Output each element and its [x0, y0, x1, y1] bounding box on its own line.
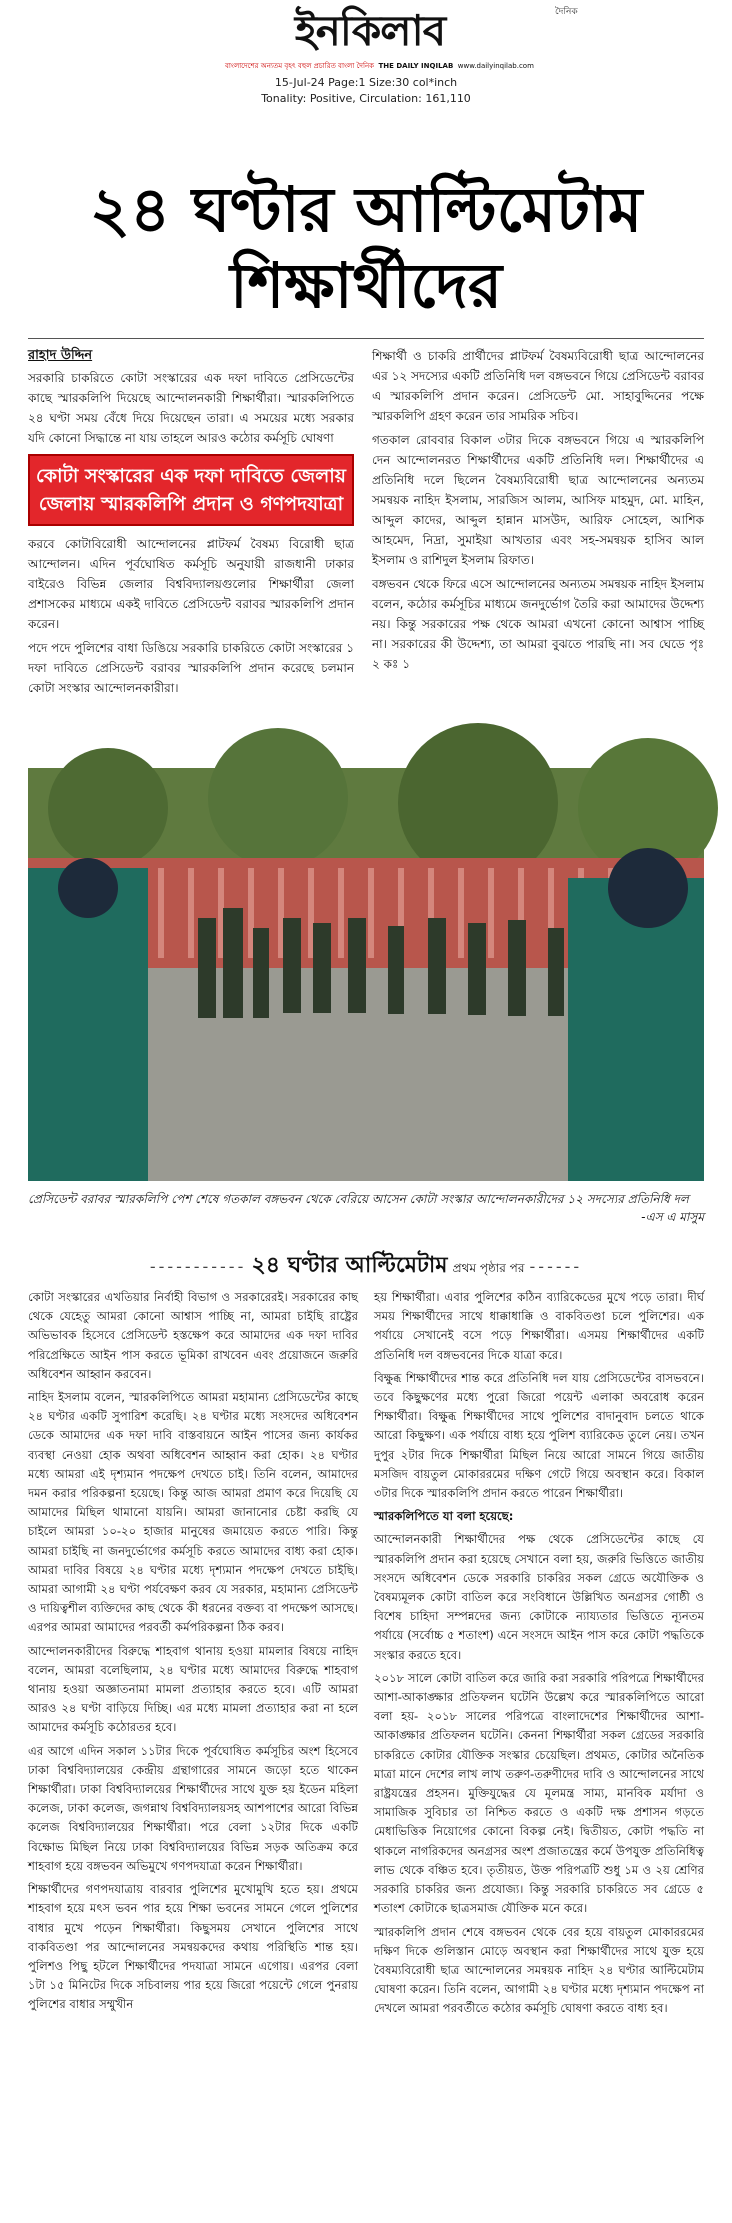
tagline-bn: বাংলাদেশের অন্যতম বৃহৎ বহুল প্রচারিত বাংলা দৈনিক: [225, 62, 375, 70]
protest-photo-illustration: [28, 768, 704, 1181]
photo-caption: [28, 1190, 704, 1226]
paragraph: বিক্ষুব্ধ শিক্ষার্থীদের শান্ত করে প্রতিনিধি দল যায় প্রেসিডেন্টের বাসভবনে। তবে কিছুক্ষণের মধ্যে পুরো জিরো পয়েন্ট এলাকা অবরোধ করেন শিক্ষার্থীরা। বিক্ষুব্ধ শিক্ষার্থীদের সাথে পুলিশের বাদানুবাদ চলতে থাকে আরো কিছুক্ষণ। এক পর্যায়ে বাধ্য হয়ে পুলিশ ব্যারিকেড তুলে নেয়। তখন দুপুর ২টার দিকে শিক্ষার্থীরা মিছিল নিয়ে আরো সামনে গিয়ে জাতীয় মসজিদ বায়তুল মোকাররমের দক্ষিণ গেটে গিয়ে অবস্থান করে। বিকাল ৩টার দিকে স্মারকলিপি প্রদান করতে পারেন শিক্ষার্থীরা।: [374, 1370, 704, 1501]
logo-small-text: দৈনিক: [555, 7, 578, 17]
clip-meta-line1: 15-Jul-24 Page:1 Size:30 col*inch: [274, 76, 458, 89]
paragraph: হয় শিক্ষার্থীরা। এবার পুলিশের কঠিন ব্যারিকেডের মুখে পড়ে তারা। দীর্ঘ সময় শিক্ষার্থীদের সাথে ধাক্কাধাক্কি ও বাকবিতণ্ডা চলে পুলিশের। এক পর্যায়ে সেখানেই বসে পড়ে শিক্ষার্থীরা। এসময় শিক্ষার্থীদের একটি প্রতিনিধি দল বঙ্গভবনের দিকে যাত্রা করে।: [374, 1290, 704, 1362]
paragraph: সরকারি চাকরিতে কোটা সংস্কারের এক দফা দাবিতে প্রেসিডেন্টের কাছে স্মারকলিপি দিয়েছে আন্দোলনকারী শিক্ষার্থীরা। স্মারকলিপিতে ২৪ ঘণ্টা সময় বেঁধে দিয়ে দিয়েছেন তারা। এ সময়ের মধ্যে সরকার যদি কোনো সিদ্ধান্তে না যায় তাহলে আরও কঠোর কর্মসূচি ঘোষণা: [28, 371, 354, 445]
news-photo: [28, 768, 704, 1181]
headline-line1: ২৪ ঘণ্টার আল্টিমেটাম: [89, 173, 643, 246]
logo-text: ইনকিলাব: [294, 6, 446, 55]
paragraph: কোটা সংস্কারের এখতিয়ার নির্বাহী বিভাগ ও সরকারেরই। সরকারের কাছ থেকে যেহেতু আমরা কোনো আশ্বাস পাচ্ছি না, আমরা চাইছি রাষ্ট্রের অভিভাবক হিসেবে প্রেসিডেন্ট হস্তক্ষেপ করে আমাদের এক দফা দাবির পরিপ্রেক্ষিতে আইন পাস করতে ভূমিকা রাখবেন এবং প্রয়োজনে জরুরি অধিবেশন আহ্বান করবেন।: [28, 1290, 358, 1381]
left-column: [28, 346, 354, 702]
photo-credit: -এস এ মাসুম: [641, 1210, 704, 1224]
paragraph: আন্দোলনকারী শিক্ষার্থীদের পক্ষ থেকে প্রেসিডেন্টের কাছে যে স্মারকলিপি প্রদান করা হয়েছে সেখানে বলা হয়, জরুরি ভিত্তিতে জাতীয় সংসদে অধিবেশন ডেকে সরকারি চাকরির সকল গ্রেডে অযৌক্তিক ও বৈষম্যমূলক কোটা বাতিল করে সংবিধানে উল্লিখিত অনগ্রসর গোষ্ঠী ও বিশেষ চাহিদা সম্পন্নদের জন্য কোটাকে ন্যায্যতার ভিত্তিতে ন্যূনতম পর্যায়ে (সর্বোচ্চ ৫ শতাংশ) এনে সংসদে আইন পাস করে কোটা পদ্ধতিকে সংস্কার করতে হবে।: [374, 1532, 704, 1662]
paragraph: পদে পদে পুলিশের বাধা ডিঙিয়ে সরকারি চাকরিতে কোটা সংস্কারের ১ দফা দাবিতে প্রেসিডেন্ট বরাবর স্মারকলিপি প্রদান করেছে চলমান কোটা সংস্কার আন্দোলনকারীরা।: [28, 641, 354, 695]
divider: -----------: [149, 1257, 247, 1276]
highlight-box: কোটা সংস্কারের এক দফা দাবিতে জেলায় জেলায় স্মারকলিপি প্রদান ও গণপদযাত্রা: [28, 454, 354, 526]
paper-name-en: THE DAILY INQILAB: [378, 62, 454, 70]
paragraph: ২০১৮ সালে কোটা বাতিল করে জারি করা সরকারি পরিপত্রে শিক্ষার্থীদের আশা-আকাঙ্ক্ষার প্রতিফলন ঘটেনি উল্লেখ করে স্মারকলিপিতে আরো বলা হয়- ২০১৮ সালের পরিপত্রে বাংলাদেশের শিক্ষার্থীদের আশা-আকাঙ্ক্ষার প্রতিফলন ঘটেনি। কেননা শিক্ষার্থীরা সকল গ্রেডের সরকারি চাকরিতে কোটার যৌক্তিক সংস্কার চেয়েছিল। প্রথমত, কোটার অনৈতিক মাত্রা মানে দেশের লাখ লাখ তরুণ-তরুণীদের দাবি ও আন্দোলনের সাথে রাষ্ট্রযন্ত্রের প্রহসন। মুক্তিযুদ্ধের যে মূলমন্ত্র সাম্য, মানবিক মর্যাদা ও সামাজিক সুবিচার তা নিশ্চিত করতে ও একটি দক্ষ প্রশাসন গড়তে মেধাভিত্তিক নিয়োগের কোনো বিকল্প নেই। দ্বিতীয়ত, কোটা পদ্ধতি না থাকলে নাগরিকদের অনগ্রসর অংশ প্রজাতন্ত্রের কর্মে উপযুক্ত প্রতিনিধিত্ব লাভ থেকে বঞ্চিত হবে। তৃতীয়ত, উক্ত পরিপত্রটি শুধু ১ম ও ২য় শ্রেণির সরকারি চাকরির জন্য প্রযোজ্য। কিন্তু সরকারি চাকরিতে সব গ্রেডে ৫ শতাংশ কোটাকে ছাত্রসমাজ যৌক্তিক মনে করে।: [374, 1670, 704, 1916]
paragraph: নাহিদ ইসলাম বলেন, স্মারকলিপিতে আমরা মহামান্য প্রেসিডেন্টের কাছে ২৪ ঘণ্টার একটি সুপারিশ করেছি। ২৪ ঘণ্টার মধ্যে সংসদের অধিবেশন ডেকে আমাদের এক দফা দাবি বাস্তবায়নে আইন পাসের জন্য কার্যকর ব্যবস্থা নেওয়া হোক অথবা অধিবেশন আহ্বান করা হোক। ২৪ ঘণ্টার মধ্যে আমরা এই দৃশ্যমান পদক্ষেপ দেখতে চাই। তিনি বলেন, আমাদের দমন করার পরিকল্পনা হয়েছে। কিন্তু আজ আমরা প্রমাণ করে দিয়েছি যে আমাদের মিছিল থামানো যায়নি। আমরা জানানোর চেষ্টা করছি যে চাইলে আমরা ১০-২০ হাজার মানুষের জমায়েত করতে পারি। কিন্তু আমরা চাইছি না জনদুর্ভোগের কর্মসূচি করতে আমাদের বাধ্য করা হোক। আমরা দাবির বিষয়ে ২৪ ঘণ্টার মধ্যে দৃশ্যমান পদক্ষেপ দেখতে চাইছি। আমরা আগামী ২৪ ঘণ্টা পর্যবেক্ষণ করব যে সরকার, মহামান্য প্রেসিডেন্ট ও দায়িত্বশীল ব্যক্তিদের কাছ থেকে কী ধরনের বক্তব্য বা পদক্ষেপ আসছে। এরপর আমরা আমাদের পরবর্তী কর্মপরিকল্পনা ঠিক করব।: [28, 1390, 358, 1635]
masthead-tagline: [225, 60, 534, 72]
continuation-from: প্রথম পৃষ্ঠার পর: [452, 1261, 525, 1275]
continuation-right-column: [374, 1288, 704, 2023]
paragraph: শিক্ষার্থী ও চাকরি প্রার্থীদের প্লাটফর্ম বৈষম্যবিরোধী ছাত্র আন্দোলনের এর ১২ সদস্যের একটি প্রতিনিধি দল বঙ্গভবনে গিয়ে প্রেসিডেন্ট বরাবর এ স্মারকলিপি প্রদান করেন। প্রেসিডেন্ট মো. সাহাবুদ্দিনের পক্ষে স্মারকলিপি গ্রহণ করেন তার সামরিক সচিব।: [372, 349, 704, 423]
paragraph: স্মারকলিপি প্রদান শেষে বঙ্গভবন থেকে বের হয়ে বায়তুল মোকাররমের দক্ষিণ দিকে গুলিস্তান মোড়ে অবস্থান করা শিক্ষার্থীদের সাথে যুক্ত হয়ে বৈষম্যবিরোধী ছাত্র আন্দোলনের সমন্বয়ক নাহিদ ২৪ ঘণ্টার আল্টিমেটাম ঘোষণা করেন। তিনি বলেন, আগামী ২৪ ঘণ্টার মধ্যে দৃশ্যমান পদক্ষেপ না দেখলে আমরা পরবর্তীতে কঠোর কর্মসূচি ঘোষণা করতে বাধ্য হব।: [374, 1924, 704, 2016]
paragraph: আন্দোলনকারীদের বিরুদ্ধে শাহবাগ থানায় হওয়া মামলার বিষয়ে নাহিদ বলেন, আমরা বলেছিলাম, ২৪ ঘণ্টার মধ্যে আমাদের বিরুদ্ধে শাহবাগ থানায় হওয়া অজ্ঞাতনামা মামলা প্রত্যাহার করতে হবে। এটি আমরা আরও ২৪ ঘণ্টা বাড়িয়ে দিচ্ছি। এর মধ্যে মামলা প্রত্যাহার করা না হলে আমাদের কর্মসূচি কঠোরতর হবে।: [28, 1643, 358, 1735]
continuation-heading: [28, 1248, 704, 1285]
news-clipping: [28, 140, 704, 2220]
caption-text: প্রেসিডেন্ট বরাবর স্মারকলিপি পেশ শেষে গতকাল বঙ্গভবন থেকে বেরিয়ে আসেন কোটা সংস্কার আন্দোলনকারীদের ১২ সদস্যের প্রতিনিধি দল: [28, 1192, 689, 1206]
subheading: স্মারকলিপিতে যা বলা হয়েছে:: [374, 1509, 514, 1524]
continuation-title: ২৪ ঘণ্টার আল্টিমেটাম: [251, 1252, 448, 1278]
divider: ------: [529, 1257, 583, 1276]
website: www.dailyinqilab.com: [457, 62, 534, 70]
byline: রাহাদ উদ্দিন: [28, 348, 93, 363]
continuation-left-column: [28, 1288, 358, 2019]
paragraph: গতকাল রোববার বিকাল ৩টার দিকে বঙ্গভবনে গিয়ে এ স্মারকলিপি দেন আন্দোলনরত শিক্ষার্থীদের একটি প্রতিনিধি দল। শিক্ষার্থীদের এ প্রতিনিধি দলে ছিলেন বৈষম্যবিরোধী ছাত্র আন্দোলনের অন্যতম সমন্বয়ক নাহিদ ইসলাম, সারজিস আলম, আসিফ মাহমুদ, মো. মাহিন, আব্দুল কাদের, আব্দুল হান্নান মাসউদ, আরিফ সোহেল, আশিক আহমেদ, নিদ্রা, সুমাইয়া আখতার এবং সহ-সমন্বয়ক হাসিব আল ইসলাম ও রাশিদুল ইসলাম রিফাত।: [372, 433, 704, 567]
paragraph: বঙ্গভবন থেকে ফিরে এসে আন্দোলনের অন্যতম সমন্বয়ক নাহিদ ইসলাম বলেন, কঠোর কর্মসূচির মাধ্যমে জনদুর্ভোগ তৈরি করা আমাদের উদ্দেশ্য নয়। কিন্তু সরকারের পক্ষ থেকে আমরা এখনো কোনো আশ্বাস পাচ্ছি না। সরকারের কী উদ্দেশ্য, তা আমরা বুঝতে পারছি না। সব ঘেডে পৃঃ ২ কঃ ১: [372, 577, 704, 671]
paragraph: শিক্ষার্থীদের গণপদযাত্রায় বারবার পুলিশের মুখোমুখি হতে হয়। প্রথমে শাহবাগ হয়ে মৎস ভবন পার হয়ে শিক্ষা ভবনের সামনে গেলে পুলিশের বাধার মুখে পড়েন শিক্ষার্থীরা। কিছুসময় সেখানে পুলিশের সাথে বাকবিতণ্ডা পর আন্দোলনের সমন্বয়কদের কথায় পরিস্থিতি শান্ত হয়। পুলিশও পিছু হটলে শিক্ষার্থীদের পদযাত্রা সামনে এগোয়। এরপর বেলা ১টা ১৫ মিনিটের দিকে সচিবালয় পার হয়ে জিরো পয়েন্টে গেলে পুনরায় পুলিশের বাধার সম্মুখীন: [28, 1882, 358, 2012]
paragraph: করবে কোটাবিরোধী আন্দোলনের প্লাটফর্ম বৈষম্য বিরোধী ছাত্র আন্দোলন। এদিন পূর্বঘোষিত কর্মসূচি অনুযায়ী রাজধানী ঢাকার বাইরেও বিভিন্ন জেলার বিশ্ববিদ্যালয়গুলোর শিক্ষার্থীরা জেলা প্রশাসকের মাধ্যমে একই দাবিতে প্রেসিডেন্ট বরাবর স্মারকলিপি প্রদান করেন।: [28, 537, 354, 631]
newspaper-logo: [225, 2, 578, 62]
masthead: [0, 0, 732, 120]
clip-meta-line2: Tonality: Positive, Circulation: 161,110: [261, 92, 471, 105]
headline-line2: শিক্ষার্থীদের: [229, 249, 503, 322]
divider: [28, 338, 704, 339]
paragraph: এর আগে এদিন সকাল ১১টার দিকে পূর্বঘোষিত কর্মসূচির অংশ হিসেবে ঢাকা বিশ্ববিদ্যালয়ের কেন্দ্রীয় গ্রন্থাগারের সামনে জড়ো হতে থাকেন শিক্ষার্থীরা। ঢাকা বিশ্ববিদ্যালয়ের শিক্ষার্থীদের সাথে যুক্ত হয় ইডেন মহিলা কলেজ, ঢাকা কলেজ, জগন্নাথ বিশ্ববিদ্যালয়সহ আশপাশের আরো বিভিন্ন কলেজ বিশ্ববিদ্যালয়ের শিক্ষার্থীরা। পরে বেলা ১২টার দিকে একটি বিক্ষোভ মিছিল নিয়ে ঢাকা বিশ্ববিদ্যালয়ের বিভিন্ন সড়ক অতিক্রম করে শাহবাগ হয়ে বঙ্গভবন অভিমুখে গণপদযাত্রা করেন শিক্ষার্থীরা।: [28, 1743, 358, 1873]
right-column: [372, 346, 704, 678]
